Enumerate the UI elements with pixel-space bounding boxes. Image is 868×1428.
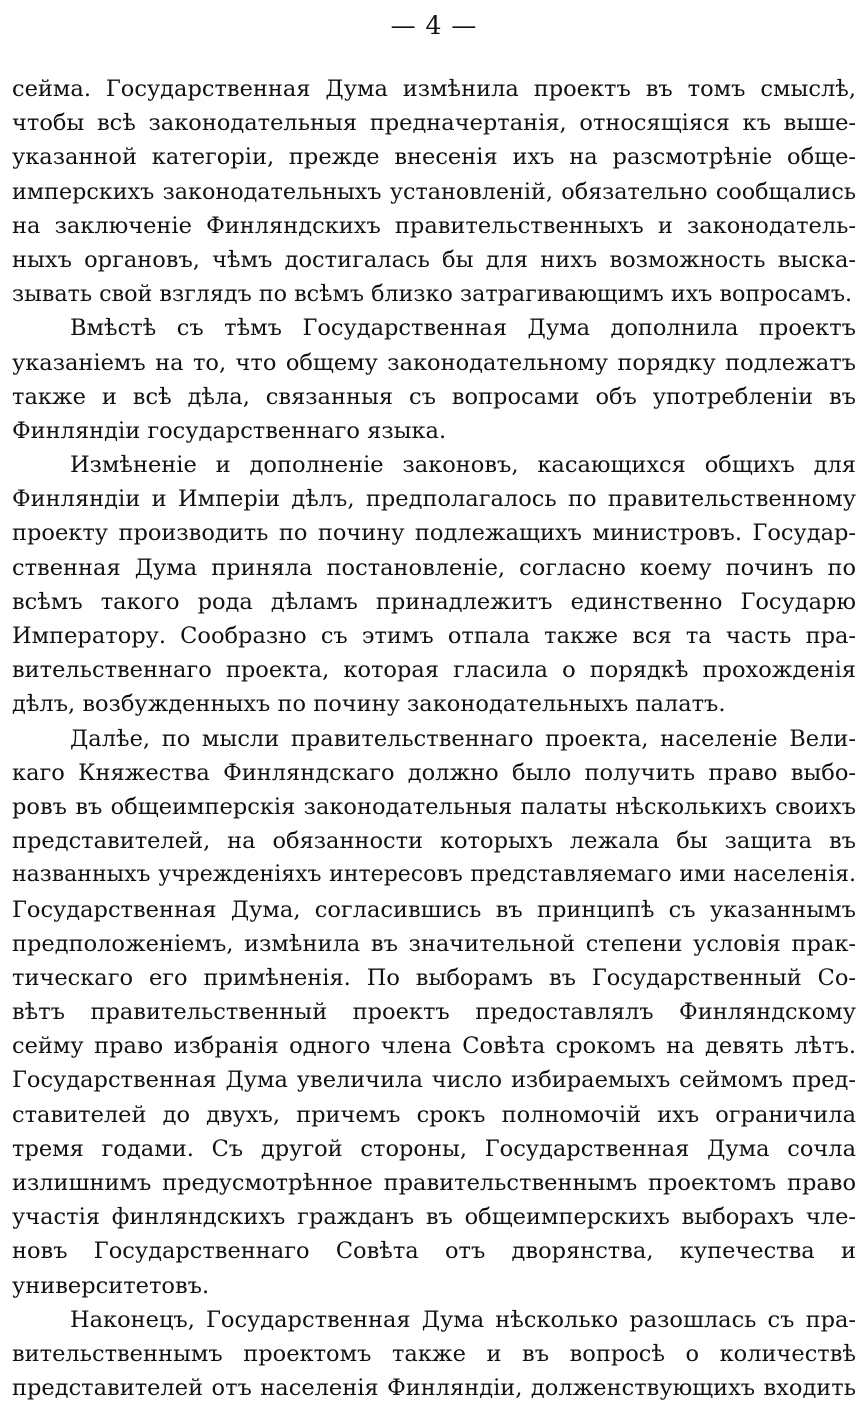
paragraph-first-line: Наконецъ, Государственная Дума нѣсколько разошлась съ пра- bbox=[70, 1306, 856, 1333]
body-text bbox=[12, 72, 856, 1405]
text-line: имперскихъ законодательныхъ установленій, обязательно сообщались bbox=[12, 178, 856, 205]
text-line: дѣлъ, возбужденныхъ по почину законодательныхъ палатъ. bbox=[12, 691, 726, 718]
text-line: Финляндіи и Имперіи дѣлъ, предполагалось по правительственному bbox=[12, 486, 856, 513]
text-line: тремя годами. Съ другой стороны, Государственная Дума сочла bbox=[12, 1135, 856, 1162]
text-line: излишнимъ предусмотрѣнное правительственнымъ проектомъ право bbox=[12, 1170, 856, 1196]
text-line: указаніемъ на то, что общему законодательному порядку подлежатъ bbox=[12, 349, 856, 376]
text-line: представителей, на обязанности которыхъ лежала бы защита въ bbox=[12, 828, 856, 855]
text-line: вительственнымъ проектомъ также и въ вопросѣ о количествѣ bbox=[12, 1340, 856, 1367]
page-number: — 4 — bbox=[390, 11, 478, 40]
text-line: вительственнаго проекта, которая гласила о порядкѣ прохожденія bbox=[12, 657, 856, 684]
text-line: ственная Дума приняла постановленіе, согласно коему починъ по bbox=[12, 554, 856, 581]
text-line: ставителей до двухъ, причемъ срокъ полномочій ихъ ограничила bbox=[12, 1101, 856, 1128]
text-line: проекту производить по почину подлежащихъ министровъ. Государ- bbox=[12, 520, 856, 547]
text-line: представителей отъ населенія Финляндіи, долженствующихъ входить bbox=[12, 1375, 856, 1402]
text-line: указанной категоріи, прежде внесенія ихъ на разсмотрѣніе обще- bbox=[12, 144, 856, 171]
text-line: чтобы всѣ законодательныя предначертанія, относящіяся къ выше- bbox=[12, 110, 856, 137]
paragraph-first-line: Далѣе, по мысли правительственнаго проекта, населеніе Вели- bbox=[70, 725, 856, 752]
paragraph-first-line: Измѣненіе и дополненіе законовъ, касающихся общихъ для bbox=[70, 452, 856, 479]
text-line: сейму право избранія одного члена Совѣта срокомъ на девять лѣтъ. bbox=[12, 1033, 856, 1060]
text-line: Государственная Дума, согласившись въ принципѣ съ указаннымъ bbox=[12, 896, 856, 923]
text-line: на заключеніе Финляндскихъ правительственныхъ и законодатель- bbox=[12, 212, 856, 239]
text-line: вѣтъ правительственный проектъ предоставлялъ Финляндскому bbox=[12, 999, 856, 1026]
text-line: университетовъ. bbox=[12, 1272, 210, 1299]
text-line: Императору. Сообразно съ этимъ отпала также вся та часть пра- bbox=[12, 623, 856, 649]
text-line: Государственная Дума увеличила число избираемыхъ сеймомъ пред- bbox=[12, 1067, 856, 1094]
text-line: ровъ въ общеимперскія законодательныя палаты нѣсколькихъ своихъ bbox=[12, 793, 856, 820]
text-line: зывать свой взглядъ по всѣмъ близко затрагивающимъ ихъ вопросамъ. bbox=[12, 281, 853, 308]
text-line: участія финляндскихъ гражданъ въ общеимперскихъ выборахъ чле- bbox=[12, 1204, 856, 1231]
paragraph-first-line: Вмѣстѣ съ тѣмъ Государственная Дума дополнила проектъ bbox=[70, 315, 856, 342]
text-line: новъ Государственнаго Совѣта отъ дворянства, купечества и bbox=[12, 1238, 856, 1265]
text-line: предположеніемъ, измѣнила въ значительной степени условія прак- bbox=[12, 930, 856, 957]
text-line: тическаго его примѣненія. По выборамъ въ Государственный Со- bbox=[12, 964, 856, 991]
text-line: Финляндіи государственнаго языка. bbox=[12, 417, 447, 444]
text-line: также и всѣ дѣла, связанныя съ вопросами объ употребленіи въ bbox=[12, 383, 856, 410]
text-line: сейма. Государственная Дума измѣнила проектъ въ томъ смыслѣ, bbox=[12, 76, 856, 102]
text-line: всѣмъ такого рода дѣламъ принадлежитъ единственно Государю bbox=[12, 588, 856, 615]
text-line: каго Княжества Финляндскаго должно было получить право выбо- bbox=[12, 759, 856, 786]
text-line: названныхъ учрежденіяхъ интересовъ представляемаго ими населенія. bbox=[12, 862, 856, 888]
text-line: ныхъ органовъ, чѣмъ достигалась бы для нихъ возможность выска- bbox=[12, 246, 856, 273]
